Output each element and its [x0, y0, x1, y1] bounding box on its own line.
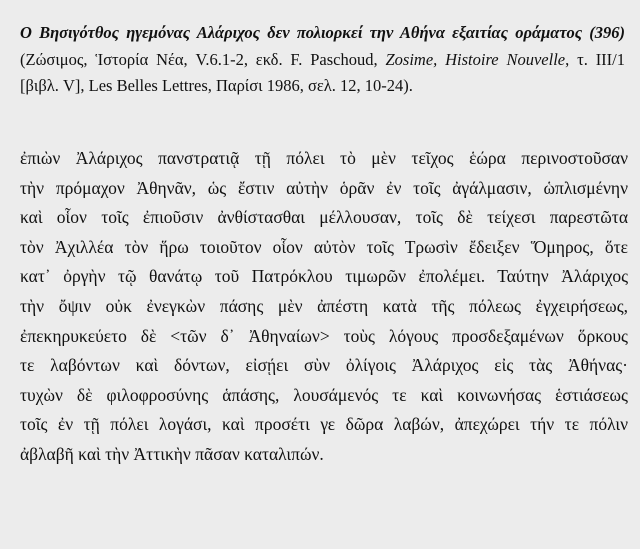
text-line: ἐπεκηρυκεύετο δὲ <τῶν δ᾽ Ἀθηναίων> τοὺς λόγους προσδεξαμένων ὅρκους	[20, 325, 628, 346]
text-line: ἀβλαβῆ καὶ τὴν Ἀττικὴν πᾶσαν καταλιπών.	[20, 443, 324, 464]
citation-text: (Ζώσιμος, Ἱστορία Νέα, V.6.1-2, εκδ. F. Paschoud,	[20, 49, 386, 69]
source-heading	[20, 20, 625, 100]
greek-passage	[20, 144, 628, 470]
passage-title: Ο Βησιγότθος ηγεμόνας Αλάριχος δεν πολιορκεί την Αθήνα εξαιτίας οράματος (396)	[20, 23, 625, 42]
text-line: ἐπιὼν Ἀλάριχος πανστρατιᾷ τῇ πόλει τὸ μὲν τεῖχος ἑώρα περινοστοῦσαν	[20, 148, 628, 168]
citation-details: , τ. III/1 [βιβλ. V], Les Belles Lettres, Παρίσι 1986, σελ. 12, 10-24).	[20, 49, 626, 95]
text-line: κατ᾽ ὀργὴν τῷ θανάτῳ τοῦ Πατρόκλου τιμωρῶν ἐπολέμει. Ταύτην Ἀλάριχος	[20, 266, 628, 287]
text-line: τε λαβόντων καὶ δόντων, εἰσῄει σὺν ὀλίγοις Ἀλάριχος εἰς τὰς Ἀθήνας·	[20, 355, 628, 376]
text-line: τοῖς ἐν τῇ πόλει λογάσι, καὶ προσέτι γε δῶρα λαβών, ἀπεχώρει τήν τε πόλιν	[20, 414, 628, 435]
citation-edition-title: Zosime, Histoire Nouvelle	[385, 49, 566, 69]
text-line: τὸν Ἀχιλλέα τὸν ἥρω τοιοῦτον οἷον αὐτὸν τοῖς Τρωσὶν ἔδειξεν Ὅμηρος, ὅτε	[20, 236, 628, 257]
text-line: καὶ οἷον τοῖς ἐπιοῦσιν ἀνθίστασθαι μέλλουσαν, τοῖς δὲ τείχεσι παρεστῶτα	[20, 207, 628, 228]
text-line: τὴν πρόμαχον Ἀθηνᾶν, ὡς ἔστιν αὐτὴν ὁρᾶν ἐν τοῖς ἀγάλμασιν, ὡπλισμένην	[20, 177, 628, 198]
text-line: τὴν ὄψιν οὐκ ἐνεγκὼν πάσης μὲν ἀπέστη κατὰ τῆς πόλεως ἐγχειρήσεως,	[20, 295, 628, 316]
text-line: τυχὼν δὲ φιλοφροσύνης ἁπάσης, λουσάμενός τε καὶ κοινωνήσας ἑστιάσεως	[20, 384, 628, 405]
